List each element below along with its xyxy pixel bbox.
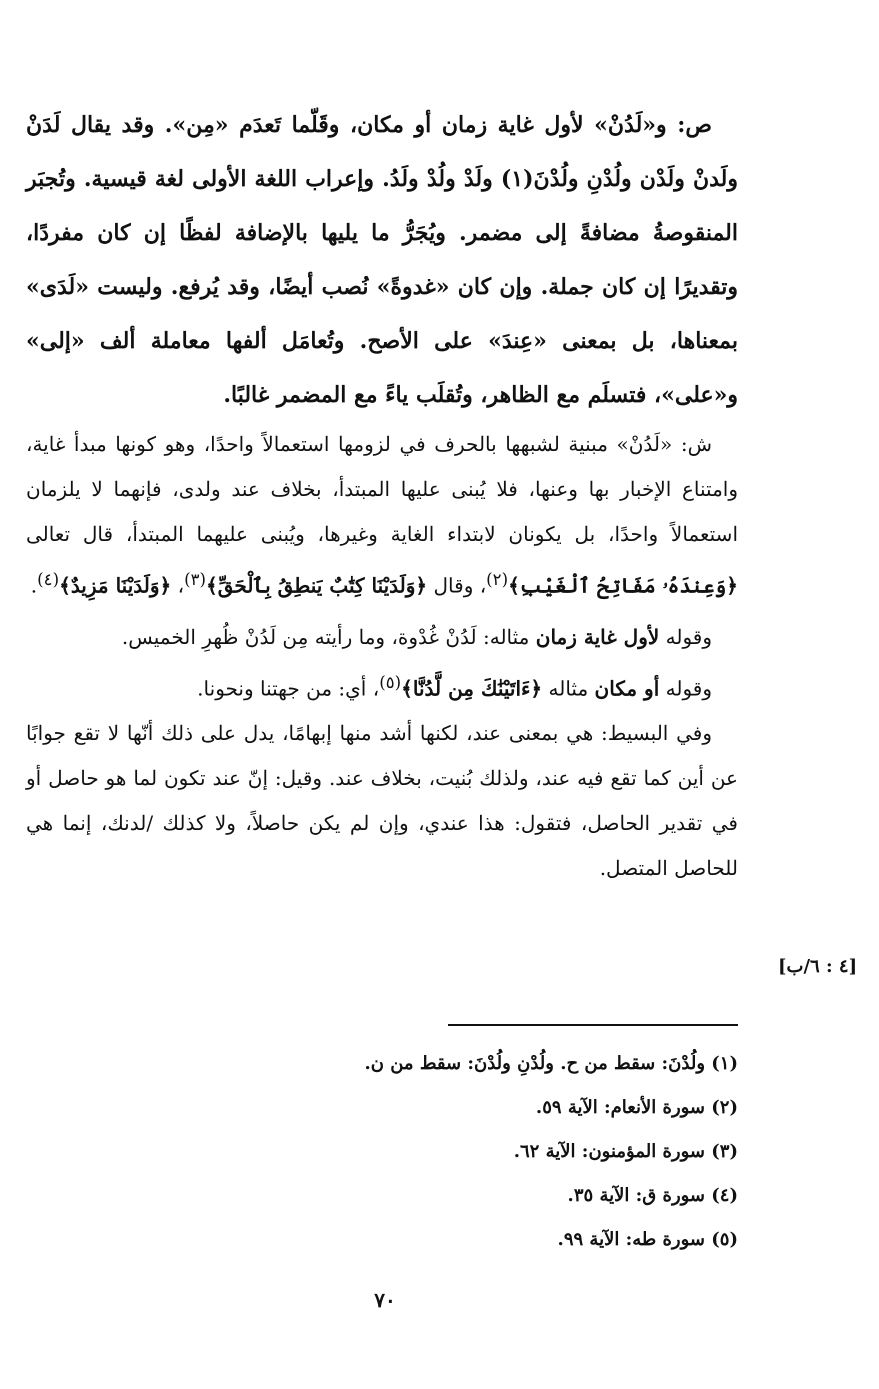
matn-paragraph: ص: و«لَدُنْ» لأول غاية زمان أو مكان، وقَلّما تَعدَم «مِن». وقد يقال لَدَنْ ولَدنْ ولَدْن ولُدْنِ ولُدْنَ(١) ولَدْ ولُدْ ولَدُ. وإعراب اللغة الأولى لغة قيسية. وتُجبَر المنقوصةُ مضافةً إلى مضمر. ويُجَرُّ ما يليها بالإضافة لفظًا إن كان مفردًا، وتقديرًا إن كان جملة. وإن كان «غدوةً» نُصب أيضًا، وقد يُرفع. وليست «لَدَى» بمعناها، بل بمعنى «عِندَ» على الأصح. وتُعامَل ألفها معاملة ألف «إلى» و«على»، فتسلَم مع الظاهر، وتُقلَب ياءً مع المضمر غالبًا. bbox=[26, 112, 739, 408]
sharh-paragraph-2 bbox=[26, 615, 738, 660]
footnotes-section bbox=[300, 1042, 738, 1262]
sharh-section bbox=[26, 422, 738, 891]
matn-citation: أو مكان bbox=[594, 676, 660, 701]
footnote-ref: (٢) bbox=[486, 570, 509, 589]
sharh-text: ش: «لَدُنْ» مبنية لشبهها بالحرف في لزومها استعمالاً واحدًا، وهو كونها مبدأ غاية، وامتناع الإخبار بها وعنها، فلا يُبنى عليها المبتدأ، بخلاف عند ولدى، فإنهما لا يلزمان استعمالاً واحدًا، بل يكونان لابتداء الغاية وغيرها، ويُبنى عليهما المبتدأ، قال تعالى bbox=[26, 432, 738, 546]
quran-quote: ﴿ءَاتَيْنَٰكَ مِن لَّدُنَّا﴾ bbox=[401, 676, 543, 701]
quran-quote: ﴿وَلَدَيْنَا كِتَٰبٌ يَنطِقُ بِٱلْحَقِّ﴾ bbox=[206, 573, 428, 598]
footnote-item: (١) ولُدْنَ: سقط من ح. ولُدْنِ ولُدْنَ: سقط من ن. bbox=[364, 1053, 738, 1074]
footnote-item: (٢) سورة الأنعام: الآية ٥٩. bbox=[535, 1097, 738, 1118]
manuscript-folio-marker: [٤ : ٦/ب] bbox=[778, 956, 858, 977]
footnote-ref: (٣) bbox=[184, 570, 207, 589]
quran-quote: ﴿وَلَدَيْنَا مَزِيدٌ﴾ bbox=[59, 573, 172, 598]
page-number: ٧٠ bbox=[374, 1288, 396, 1312]
footnote-ref: (٤) bbox=[37, 570, 60, 589]
footnote-divider bbox=[448, 1024, 738, 1026]
sharh-text: ، أي: من جهتنا ونحونا. bbox=[197, 676, 380, 701]
sharh-text: وقوله bbox=[665, 624, 712, 649]
sharh-paragraph-3 bbox=[26, 660, 738, 712]
footnote-ref: (٥) bbox=[379, 672, 402, 692]
footnote-item: (٥) سورة طه: الآية ٩٩. bbox=[557, 1229, 738, 1250]
sharh-text: . bbox=[30, 573, 38, 598]
footnote-item: (٤) سورة ق: الآية ٣٥. bbox=[567, 1185, 738, 1206]
sharh-text: مثاله: لَدُنْ غُدْوة، وما رأيته مِن لَدُنْ ظُهرِ الخميس. bbox=[121, 624, 530, 649]
sharh-text: ، bbox=[171, 573, 185, 598]
footnote-item: (٣) سورة المؤمنون: الآية ٦٢. bbox=[513, 1141, 738, 1162]
sharh-paragraph-4: وفي البسيط: هي بمعنى عند، لكنها أشد منها إبهامًا، يدل على ذلك أنّها لا تقع جوابًا عن أين كما تقع فيه عند، ولذلك بُنيت، بخلاف عند. وقيل: إنّ عند تكون لما هو حاصل أو في تقدير الحاصل، فتقول: هذا عندي، وإن لم يكن حاصلاً، ولا كذلك /لدنك، إنما هي للحاصل المتصل. bbox=[26, 721, 738, 881]
sharh-text: مثاله bbox=[548, 676, 589, 701]
sharh-text: وقوله bbox=[665, 676, 712, 701]
sharh-text: ، وقال bbox=[433, 573, 487, 598]
matn-section bbox=[26, 98, 738, 422]
matn-citation: لأول غاية زمان bbox=[535, 624, 660, 649]
quran-quote: ﴿وَعِندَهُۥ مَفَاتِحُ ٱلْغَيْبِ﴾ bbox=[508, 573, 738, 598]
sharh-paragraph-1 bbox=[26, 422, 738, 609]
